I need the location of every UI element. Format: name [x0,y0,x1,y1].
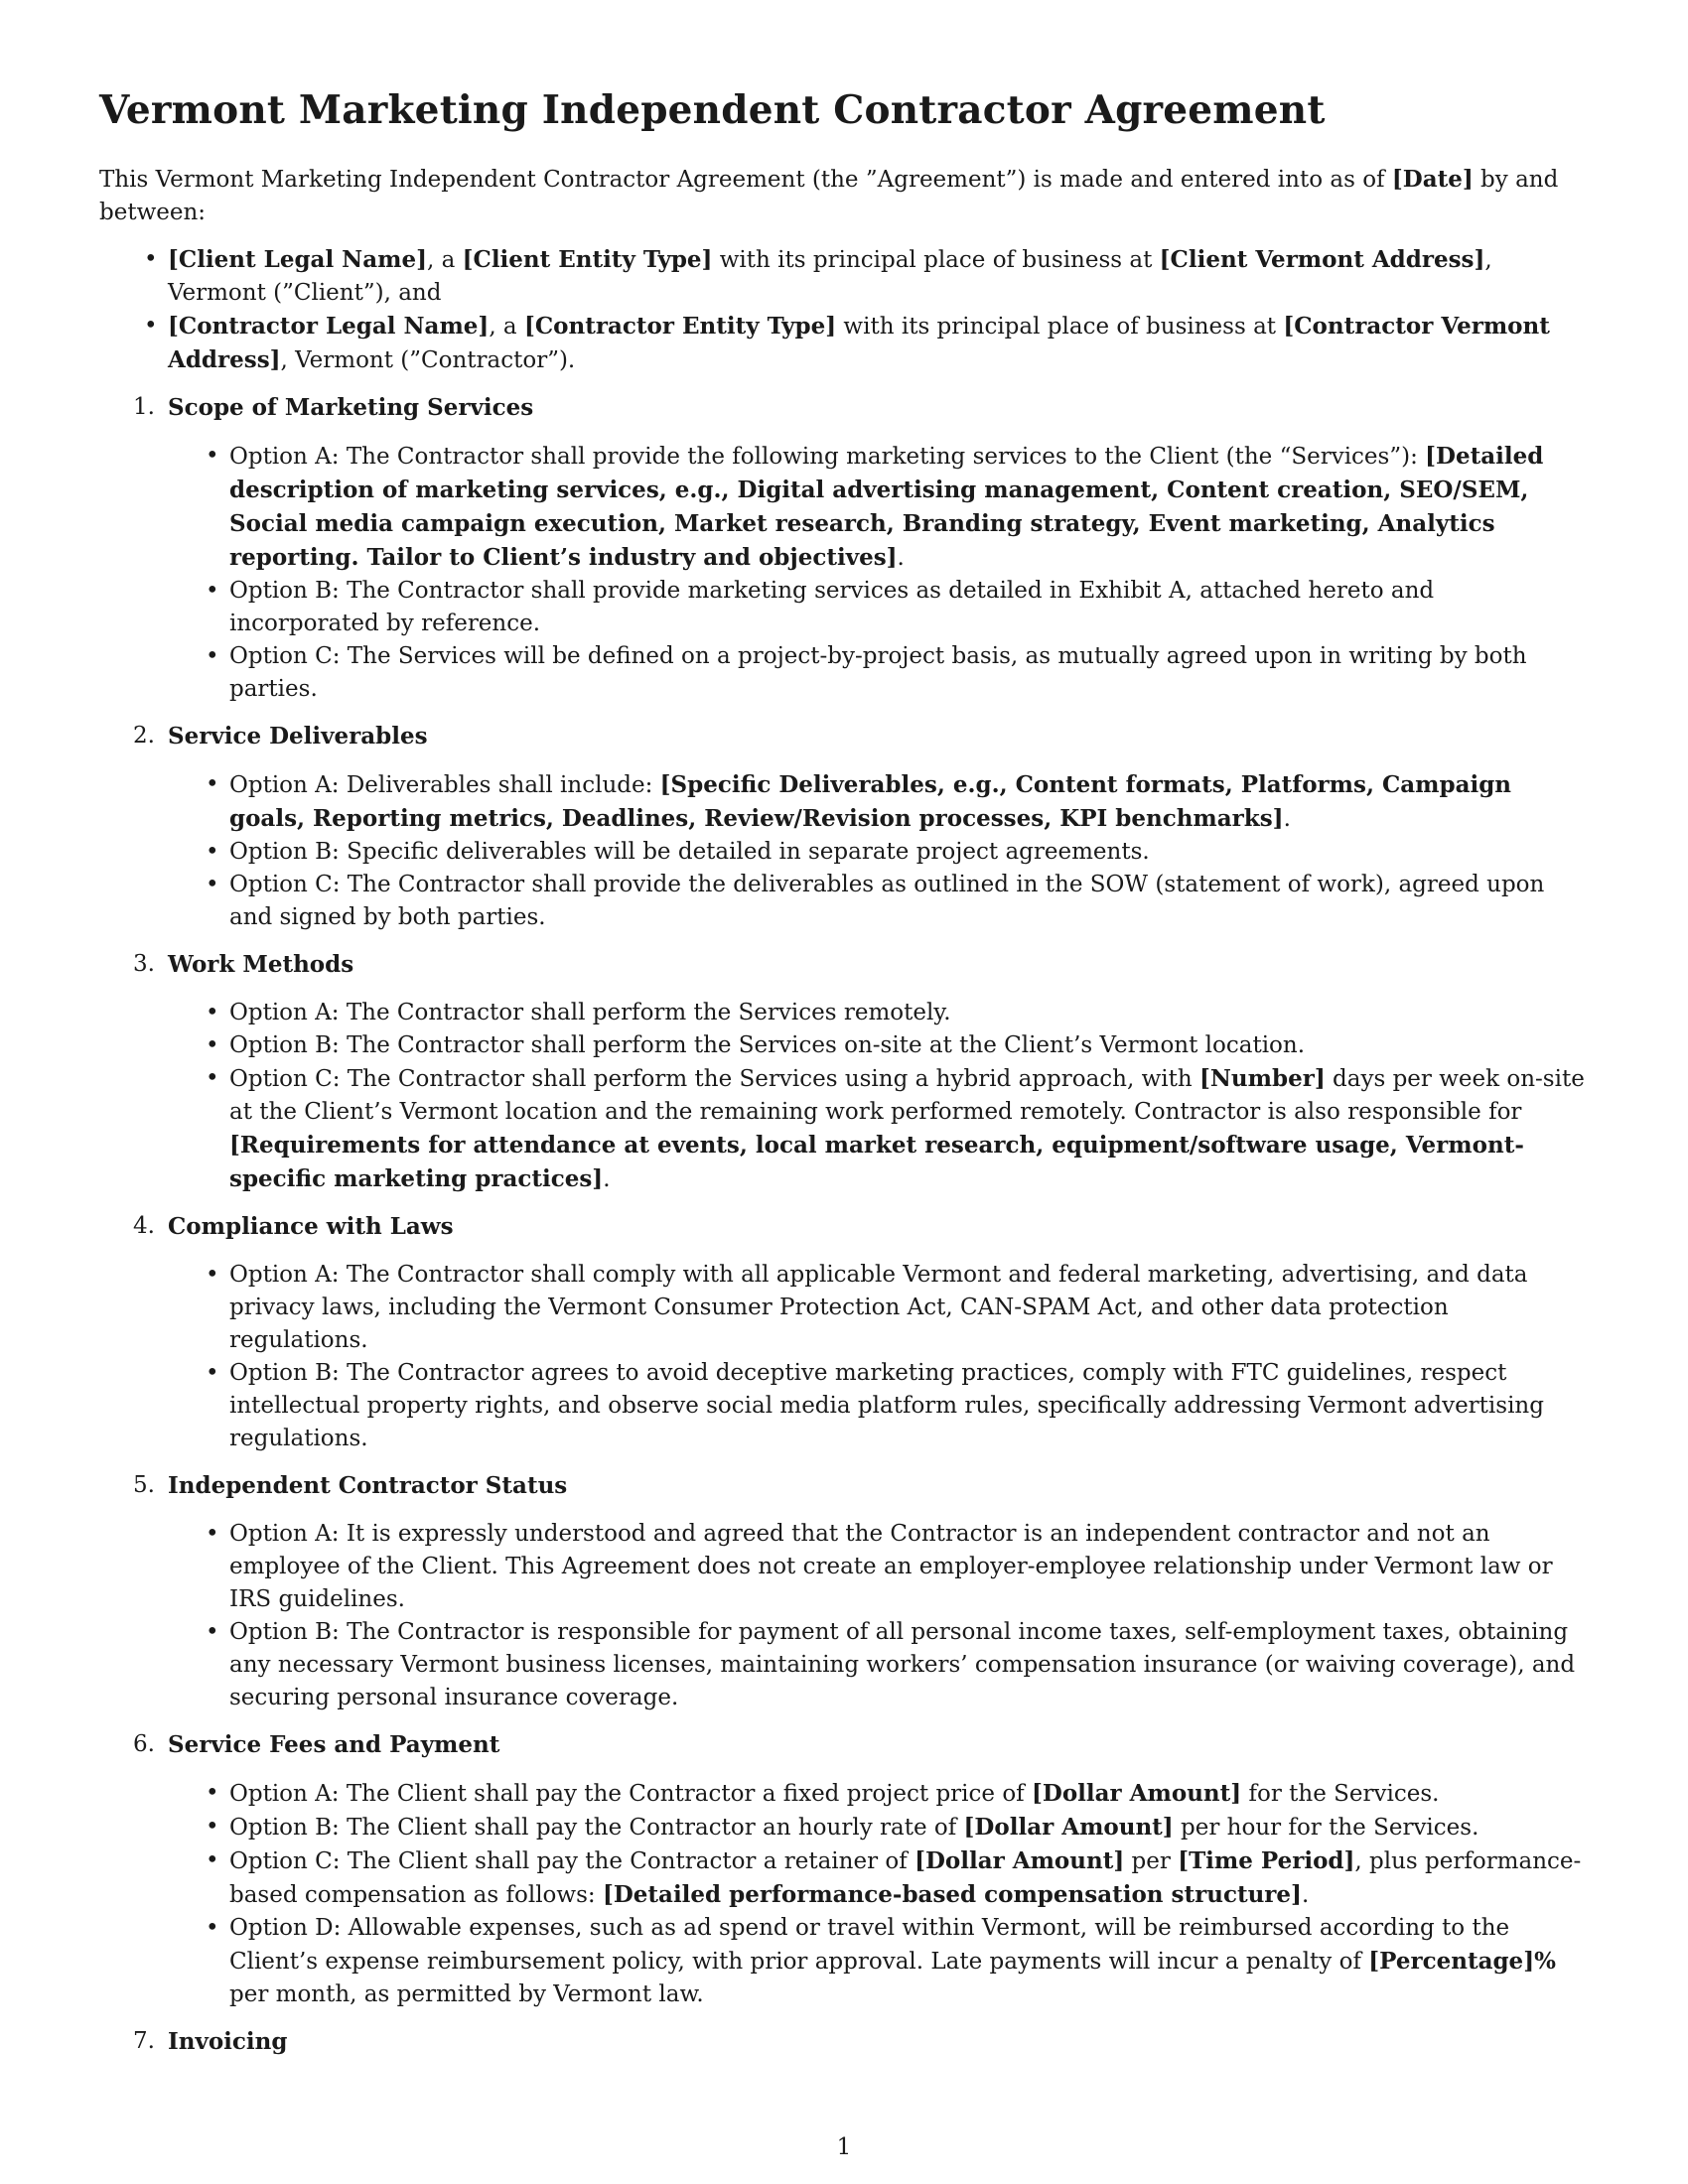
section-number: 1. [133,394,155,420]
section-5 [99,1469,1589,1714]
option-item: • Option A: The Contractor shall perform the Services remotely. [229,997,1589,1029]
option-list [168,1259,1589,1455]
section-number: 4. [133,1213,155,1239]
section-heading: Independent Contractor Status [168,1472,568,1499]
section-heading: Scope of Marketing Services [168,394,534,421]
option-item: • Option C: The Contractor shall perform the Services using a hybrid approach, with [Number] days per week on-site at the Client’s Vermont location and the remaining work performed remotely. Contractor is also responsible for [Requirements for attendance at events, local market research, equipment/software usage, Vermont-specific marketing practices]. [229,1062,1589,1196]
option-item: • Option C: The Client shall pay the Contractor a retainer of [Dollar Amount] per [Time Period], plus performance-based compensation as follows: [Detailed performance-based compensation structure]. [229,1844,1589,1912]
page-number: 1 [836,2134,852,2160]
party-contractor: • [Contractor Legal Name], a [Contractor Entity Type] with its principal place of business at [Contractor Vermont Address], Vermont (”Contractor”). [168,310,1589,377]
placeholder-field: [Client Vermont Address] [1159,246,1485,273]
option-item: • Option A: The Client shall pay the Contractor a fixed project price of [Dollar Amount] for the Services. [229,1777,1589,1811]
option-item: • Option B: The Contractor shall provide marketing services as detailed in Exhibit A, attached hereto and incorporated by reference. [229,575,1589,640]
section-1 [99,391,1589,706]
placeholder-field: [Time Period] [1178,1847,1355,1874]
option-list [168,1777,1589,2011]
section-7 [99,2025,1589,2058]
party-list [99,243,1589,377]
placeholder-field: [Dollar Amount] [914,1847,1125,1874]
placeholder-field: [Specific Deliverables, e.g., Content formats, Platforms, Campaign goals, Reporting metrics, Deadlines, Review/Revision processes, KPI benchmarks] [229,771,1512,832]
placeholder-field: [Client Legal Name] [168,246,427,273]
placeholder-field: [Number] [1199,1065,1326,1092]
option-item: • Option B: The Client shall pay the Contractor an hourly rate of [Dollar Amount] per hour for the Services. [229,1811,1589,1844]
option-list [168,1518,1589,1714]
placeholder-field: [Detailed performance-based compensation structure] [602,1881,1302,1908]
section-heading: Invoicing [168,2028,288,2055]
section-number: 3. [133,951,155,977]
section-heading: Work Methods [168,951,354,978]
section-4 [99,1210,1589,1455]
placeholder-field: [Detailed description of marketing services, e.g., Digital advertising management, Content creation, SEO/SEM, Social media campaign execution, Market research, Branding strategy, Event marketing, Analytics reporting. Tailor to Client’s industry and objectives] [229,443,1544,571]
section-heading: Service Deliverables [168,723,428,750]
option-item: • Option A: It is expressly understood and agreed that the Contractor is an independent contractor and not an employee of the Client. This Agreement does not create an employer-employee relationship under Vermont law or IRS guidelines. [229,1518,1589,1616]
placeholder-field: [Date] [1391,166,1474,193]
section-2 [99,720,1589,934]
option-item: • Option B: The Contractor shall perform the Services on-site at the Client’s Vermont location. [229,1029,1589,1062]
placeholder-field: [Percentage]% [1368,1948,1556,1975]
section-number: 7. [133,2028,155,2054]
option-item: • Option A: The Contractor shall provide the following marketing services to the Client (the “Services”): [Detailed description of marketing services, e.g., Digital advertising management, Content creation, SEO/SEM, Social media campaign execution, Market research, Branding strategy, Event marketing, Analytics reporting. Tailor to Client’s industry and objectives]. [229,440,1589,575]
option-item: • Option B: The Contractor is responsible for payment of all personal income taxes, self-employment taxes, obtaining any necessary Vermont business licenses, maintaining workers’ compensation insurance (or waiving coverage), and securing personal insurance coverage. [229,1616,1589,1714]
section-number: 6. [133,1731,155,1757]
intro-paragraph: This Vermont Marketing Independent Contractor Agreement (the ”Agreement”) is made and entered into as of [Date] by and between: [99,166,1559,225]
section-heading: Compliance with Laws [168,1213,454,1240]
placeholder-field: [Requirements for attendance at events, local market research, equipment/software usage, Vermont-specific marketing practices] [229,1132,1524,1192]
party-client: • [Client Legal Name], a [Client Entity Type] with its principal place of business at [Client Vermont Address], Vermont (”Client”), and [168,243,1589,310]
option-list [168,440,1589,706]
placeholder-field: [Contractor Vermont Address] [168,313,1550,373]
section-number: 5. [133,1472,155,1498]
option-item: • Option A: The Contractor shall comply with all applicable Vermont and federal marketing, advertising, and data privacy laws, including the Vermont Consumer Protection Act, CAN-SPAM Act, and other data protection regulations. [229,1259,1589,1357]
placeholder-field: [Contractor Legal Name] [168,313,490,340]
placeholder-field: [Dollar Amount] [1032,1780,1242,1807]
option-item: • Option C: The Contractor shall provide the deliverables as outlined in the SOW (statement of work), agreed upon and signed by both parties. [229,869,1589,934]
option-item: • Option C: The Services will be defined on a project-by-project basis, as mutually agreed upon in writing by both parties. [229,640,1589,706]
option-item: • Option D: Allowable expenses, such as ad spend or travel within Vermont, will be reimbursed according to the Client’s expense reimbursement policy, with prior approval. Late payments will incur a penalty of [Percentage]% per month, as permitted by Vermont law. [229,1912,1589,2011]
option-item: • Option A: Deliverables shall include: [Specific Deliverables, e.g., Content formats, Platforms, Campaign goals, Reporting metrics, Deadlines, Review/Revision processes, KPI benchmarks]. [229,768,1589,836]
document-page [99,87,1589,2074]
placeholder-field: [Dollar Amount] [963,1814,1174,1841]
option-item: • Option B: Specific deliverables will be detailed in separate project agreements. [229,836,1589,869]
placeholder-field: [Contractor Entity Type] [523,313,837,340]
section-list [99,391,1589,2058]
document-title: Vermont Marketing Independent Contractor Agreement [99,87,1326,133]
placeholder-field: [Client Entity Type] [462,246,713,273]
option-list [168,768,1589,934]
section-6 [99,1728,1589,2011]
option-item: • Option B: The Contractor agrees to avoid deceptive marketing practices, comply with FTC guidelines, respect intellectual property rights, and observe social media platform rules, specifically addressing Vermont advertising regulations. [229,1357,1589,1455]
option-list [168,997,1589,1196]
section-number: 2. [133,723,155,749]
section-3 [99,948,1589,1196]
section-heading: Service Fees and Payment [168,1731,500,1758]
